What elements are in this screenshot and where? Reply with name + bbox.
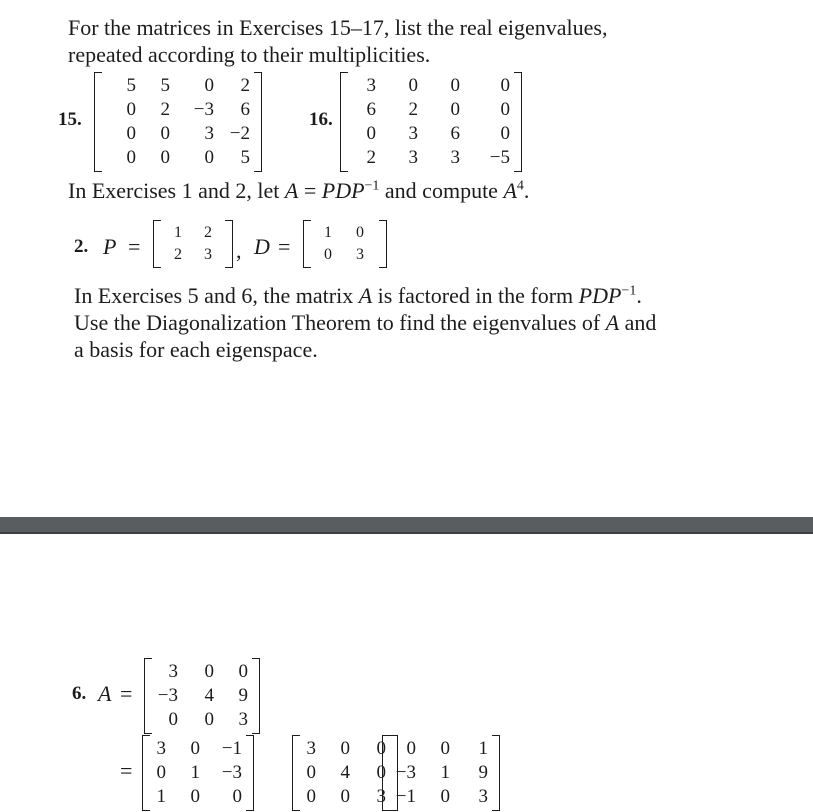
matrix-cell: 3 xyxy=(204,123,214,144)
matrix-cell: 0 xyxy=(204,75,214,96)
matrix-cell: 3 xyxy=(356,246,364,263)
matrix-ex15 xyxy=(104,74,252,170)
a-equals: = xyxy=(120,681,133,706)
matrix-cell: 0 xyxy=(306,762,316,783)
right-bracket xyxy=(246,735,254,811)
matrix-cell: 5 xyxy=(126,75,136,96)
exercises-5-6-line-1: In Exercises 5 and 6, the matrix A is factored in the form $PDP^{-1}$. xyxy=(74,283,642,308)
page-divider xyxy=(0,517,813,534)
matrix-cell: 3 xyxy=(366,75,376,96)
matrix-cell: 3 xyxy=(408,123,418,144)
matrix-cell: 2 xyxy=(408,99,418,120)
matrix-cell: 1 xyxy=(174,224,182,241)
matrix-cell: −3 xyxy=(157,685,178,706)
intro-line-2: repeated according to their multiplicities. xyxy=(68,42,431,67)
exercises-5-6-line-2: Use the Diagonalization Theorem to find the eigenvalues of A and xyxy=(74,310,657,335)
d-symbol: D xyxy=(254,234,270,259)
left-bracket xyxy=(340,72,348,172)
matrix-cell: 0 xyxy=(168,709,178,730)
a-symbol: A xyxy=(98,681,112,706)
matrix-cell: 3 xyxy=(376,786,386,807)
comma: , xyxy=(236,238,242,263)
matrix-cell: 0 xyxy=(160,123,170,144)
matrix-cell: 0 xyxy=(126,147,136,168)
matrix-cell: 2 xyxy=(240,75,250,96)
right-bracket xyxy=(492,735,500,811)
matrix-cell: 3 xyxy=(478,786,488,807)
matrix-cell: 3 xyxy=(204,246,212,263)
matrix-cell: 0 xyxy=(156,762,166,783)
matrix-cell: 3 xyxy=(450,147,460,168)
matrix-cell: 0 xyxy=(500,123,510,144)
matrix-cell: 0 xyxy=(160,147,170,168)
matrix-cell: 6 xyxy=(240,99,250,120)
matrix-cell: 2 xyxy=(366,147,376,168)
matrix-cell: −3 xyxy=(395,762,416,783)
matrix-cell: 0 xyxy=(440,786,450,807)
matrix-cell: 0 xyxy=(376,762,386,783)
matrix-cell: 0 xyxy=(376,738,386,759)
matrix-cell: −1 xyxy=(221,738,242,759)
matrix-cell: 1 xyxy=(478,738,488,759)
exercise-6-label: 6. xyxy=(72,683,87,704)
matrix-cell: 3 xyxy=(408,147,418,168)
matrix-cell: 6 xyxy=(366,99,376,120)
left-bracket xyxy=(153,220,161,268)
matrix-cell: −1 xyxy=(395,786,416,807)
matrix-cell: 0 xyxy=(204,709,214,730)
matrix-cell: 0 xyxy=(440,738,450,759)
matrix-cell: 9 xyxy=(238,685,248,706)
matrix-cell: 1 xyxy=(324,224,332,241)
matrix-cell: 1 xyxy=(156,786,166,807)
right-bracket xyxy=(225,220,233,268)
matrix-d-ex6 xyxy=(302,737,388,809)
matrix-cell: 0 xyxy=(406,738,416,759)
left-bracket xyxy=(142,735,150,811)
right-bracket xyxy=(379,220,387,268)
matrix-cell: 0 xyxy=(126,99,136,120)
matrix-cell: 3 xyxy=(306,738,316,759)
factor-equals: = xyxy=(120,758,133,783)
matrix-cell: 5 xyxy=(240,147,250,168)
matrix-cell: −5 xyxy=(489,147,510,168)
matrix-cell: 1 xyxy=(440,762,450,783)
matrix-cell: 0 xyxy=(324,246,332,263)
matrix-cell: 0 xyxy=(190,786,200,807)
matrix-cell: 0 xyxy=(408,75,418,96)
matrix-cell: 0 xyxy=(238,661,248,682)
matrix-cell: 0 xyxy=(450,75,460,96)
matrix-cell: 0 xyxy=(356,224,364,241)
left-bracket xyxy=(94,72,102,172)
matrix-cell: 4 xyxy=(204,685,214,706)
left-bracket xyxy=(292,735,300,811)
matrix-cell: 2 xyxy=(204,224,212,241)
matrix-cell: 0 xyxy=(340,738,350,759)
matrix-ex16 xyxy=(350,74,512,170)
left-bracket xyxy=(382,735,390,811)
matrix-d-ex2 xyxy=(313,222,377,266)
p-symbol: P xyxy=(103,234,117,259)
matrix-cell: 0 xyxy=(366,123,376,144)
matrix-cell: 0 xyxy=(500,99,510,120)
matrix-cell: −3 xyxy=(221,762,242,783)
exercise-15-label: 15. xyxy=(58,109,82,130)
matrix-p-inverse-ex6 xyxy=(392,737,490,809)
right-bracket xyxy=(514,72,522,172)
matrix-cell: 0 xyxy=(126,123,136,144)
exercise-16-label: 16. xyxy=(309,109,333,130)
left-bracket xyxy=(303,220,311,268)
matrix-cell: −3 xyxy=(193,99,214,120)
matrix-cell: 0 xyxy=(340,786,350,807)
right-bracket xyxy=(254,72,262,172)
matrix-cell: 2 xyxy=(160,99,170,120)
matrix-cell: −2 xyxy=(229,123,250,144)
matrix-cell: 2 xyxy=(174,246,182,263)
matrix-cell: 0 xyxy=(306,786,316,807)
matrix-a-ex6 xyxy=(154,660,250,732)
matrix-cell: 0 xyxy=(232,786,242,807)
matrix-cell: 0 xyxy=(500,75,510,96)
matrix-cell: 6 xyxy=(450,123,460,144)
matrix-cell: 0 xyxy=(204,147,214,168)
matrix-cell: 0 xyxy=(204,661,214,682)
p-equals: = xyxy=(128,234,141,259)
matrix-cell: 1 xyxy=(190,762,200,783)
matrix-cell: 3 xyxy=(156,738,166,759)
exercise-2-label: 2. xyxy=(74,236,89,257)
right-bracket xyxy=(252,658,260,734)
intro-line-1: For the matrices in Exercises 15–17, list the real eigenvalues, xyxy=(68,15,608,40)
matrix-cell: 4 xyxy=(340,762,350,783)
matrix-p-ex2 xyxy=(163,222,223,266)
d-equals: = xyxy=(278,234,291,259)
exercises-5-6-line-3: a basis for each eigenspace. xyxy=(74,337,318,362)
matrix-cell: 5 xyxy=(160,75,170,96)
matrix-cell: 0 xyxy=(190,738,200,759)
matrix-cell: 3 xyxy=(168,661,178,682)
matrix-p-ex6 xyxy=(152,737,244,809)
matrix-cell: 9 xyxy=(478,762,488,783)
matrix-cell: 3 xyxy=(238,709,248,730)
left-bracket xyxy=(144,658,152,734)
matrix-cell: 0 xyxy=(450,99,460,120)
exercises-1-2-instruction: In Exercises 1 and 2, let $A = PDP^{-1}$ and compute $A^4$. xyxy=(68,178,530,203)
